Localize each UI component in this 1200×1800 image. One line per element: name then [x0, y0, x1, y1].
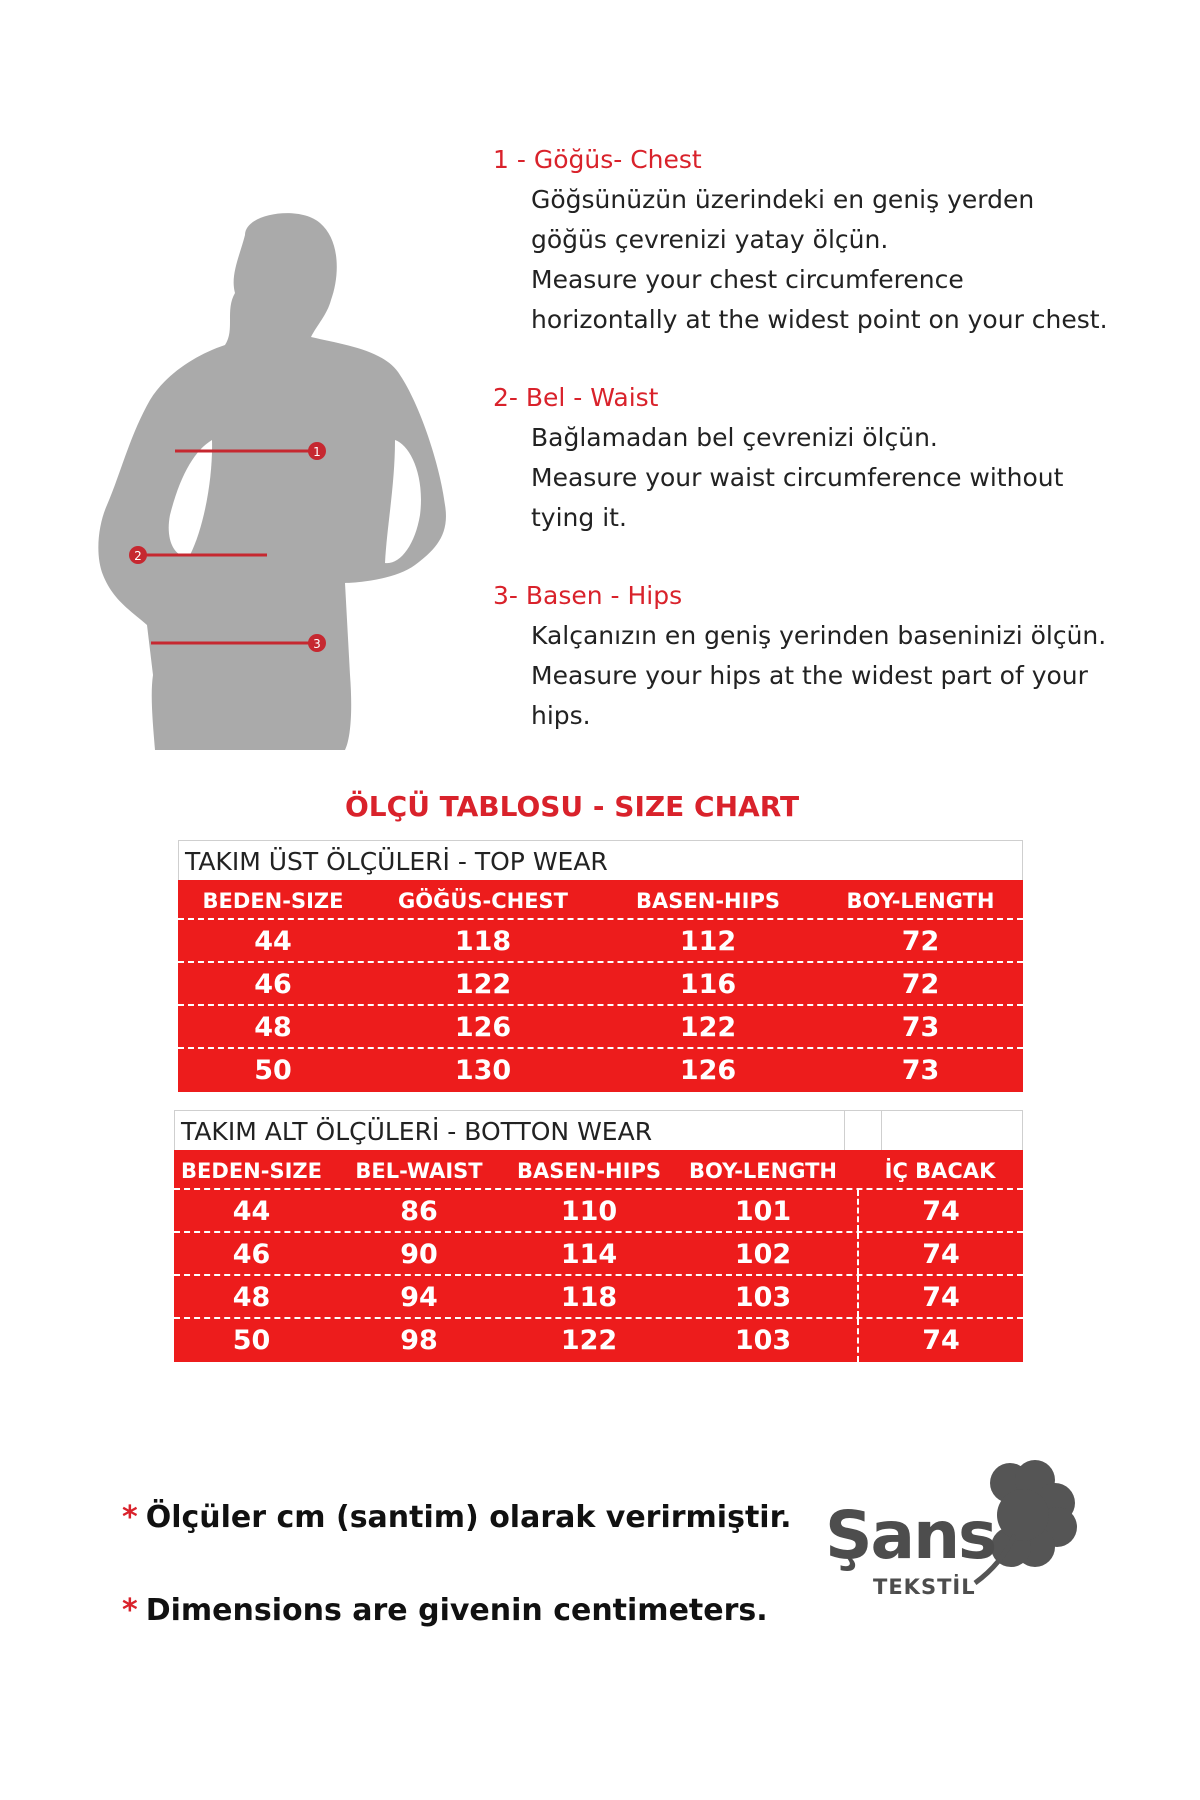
- table-cell: 126: [454, 1012, 512, 1043]
- waist-text-tr: Bağlamadan bel çevrenizi ölçün.: [531, 423, 938, 452]
- header-cell: BEDEN-SIZE: [202, 889, 344, 913]
- table-cell: 118: [454, 926, 512, 957]
- table-cell: 90: [400, 1239, 438, 1270]
- table-cell: 118: [560, 1282, 618, 1313]
- chest-text-tr: Göğsünüzün üzerindeki en geniş yerden göğüs çevrenizi yatay ölçün.: [531, 185, 1035, 254]
- table-cell: 122: [679, 1012, 737, 1043]
- waist-text-en: Measure your waist circumference without tying it.: [531, 463, 1064, 532]
- table-cell: 48: [232, 1282, 271, 1313]
- top-wear-title: [178, 840, 1023, 880]
- bottom-wear-table: [174, 1110, 1023, 1362]
- table-cell: 73: [901, 1012, 940, 1043]
- table-cell: 101: [734, 1196, 792, 1227]
- table-cell: 50: [232, 1325, 271, 1356]
- title-empty-cells: [844, 1111, 1022, 1150]
- table-cell: 94: [400, 1282, 438, 1313]
- table-row: [174, 1319, 1023, 1362]
- top-wear-title-text: TAKIM ÜST ÖLÇÜLERİ - TOP WEAR: [185, 847, 608, 876]
- table-cell: 74: [857, 1276, 1023, 1317]
- logo-subtitle: TEKSTİL: [873, 1575, 976, 1599]
- header-cell: BOY-LENGTH: [688, 1159, 837, 1183]
- table-row: [178, 920, 1023, 963]
- unit-note-tr: [122, 1500, 791, 1535]
- table-cell: 72: [901, 926, 940, 957]
- table-cell: 112: [679, 926, 737, 957]
- table-cell: 130: [454, 1055, 512, 1086]
- hips-text-en: Measure your hips at the widest part of your hips.: [531, 661, 1088, 730]
- chest-text-en: Measure your chest circumference horizontally at the widest point on your chest.: [531, 265, 1108, 334]
- table-header-row: [178, 880, 1023, 920]
- table-row: [174, 1190, 1023, 1233]
- table-cell: 74: [857, 1190, 1023, 1231]
- header-cell: BOY-LENGTH: [846, 889, 995, 913]
- header-cell: BASEN-HIPS: [517, 1159, 661, 1183]
- table-row: [178, 1006, 1023, 1049]
- unit-note-en: [122, 1593, 768, 1628]
- bottom-wear-title: [174, 1110, 1023, 1150]
- table-row: [174, 1233, 1023, 1276]
- header-cell: İÇ BACAK: [884, 1159, 996, 1183]
- table-cell: 44: [254, 926, 292, 957]
- marker-1-label: 1: [313, 445, 321, 459]
- note-text: Dimensions are givenin centimeters.: [145, 1593, 768, 1628]
- hips-text-tr: Kalçanızın en geniş yerinden baseninizi ölçün.: [531, 621, 1107, 650]
- table-cell: 103: [734, 1325, 792, 1356]
- table-row: [178, 1049, 1023, 1092]
- size-chart-title: ÖLÇÜ TABLOSU - SIZE CHART: [345, 790, 800, 823]
- table-cell: 122: [454, 969, 512, 1000]
- waist-heading: 2- Bel - Waist: [493, 383, 659, 412]
- bottom-wear-title-text: TAKIM ALT ÖLÇÜLERİ - BOTTON WEAR: [181, 1117, 653, 1146]
- table-header-row: [174, 1150, 1023, 1190]
- chest-heading: 1 - Göğüs- Chest: [493, 145, 702, 174]
- table-cell: 50: [254, 1055, 292, 1086]
- note-star: *: [122, 1593, 138, 1628]
- table-cell: 74: [857, 1319, 1023, 1362]
- table-row: [174, 1276, 1023, 1319]
- marker-3-label: 3: [313, 637, 321, 651]
- sans-tekstil-logo: [805, 1415, 1095, 1640]
- header-cell: GÖĞÜS-CHEST: [398, 889, 568, 913]
- table-cell: 116: [679, 969, 737, 1000]
- table-cell: 74: [857, 1233, 1023, 1274]
- logo-wordmark: Şans: [825, 1497, 996, 1574]
- table-cell: 110: [560, 1196, 618, 1227]
- table-cell: 122: [560, 1325, 618, 1356]
- table-cell: 103: [734, 1282, 792, 1313]
- table-cell: 46: [232, 1239, 271, 1270]
- hips-instruction: [493, 576, 1113, 736]
- table-cell: 126: [679, 1055, 737, 1086]
- table-cell: 44: [232, 1196, 271, 1227]
- note-text: Ölçüler cm (santim) olarak verirmiştir.: [145, 1500, 792, 1535]
- table-cell: 46: [254, 969, 292, 1000]
- waist-instruction: [493, 378, 1113, 538]
- top-wear-table: [178, 840, 1023, 1092]
- hips-heading: 3- Basen - Hips: [493, 581, 683, 610]
- table-cell: 73: [901, 1055, 940, 1086]
- table-row: [178, 963, 1023, 1006]
- table-cell: 114: [560, 1239, 618, 1270]
- table-cell: 102: [734, 1239, 792, 1270]
- header-cell: BEDEN-SIZE: [181, 1159, 322, 1183]
- table-cell: 72: [901, 969, 940, 1000]
- header-cell: BASEN-HIPS: [636, 889, 780, 913]
- header-cell: BEL-WAIST: [355, 1159, 483, 1183]
- table-cell: 86: [400, 1196, 438, 1227]
- note-star: *: [122, 1500, 138, 1535]
- table-cell: 98: [400, 1325, 438, 1356]
- chest-instruction: [493, 140, 1113, 340]
- table-cell: 48: [254, 1012, 292, 1043]
- marker-2-label: 2: [134, 549, 142, 563]
- body-silhouette-figure: [95, 205, 465, 750]
